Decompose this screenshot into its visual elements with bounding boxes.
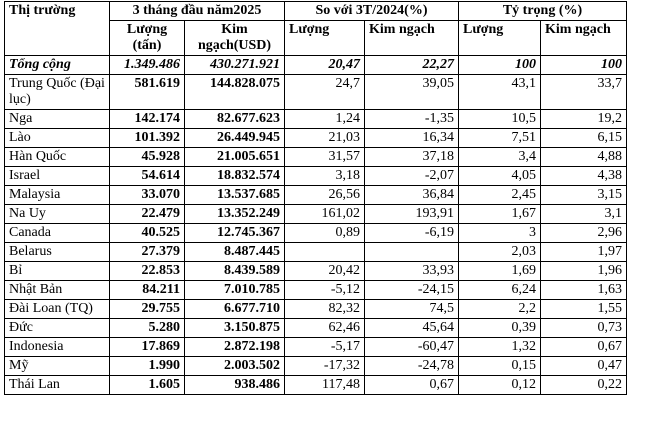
volume-cell: 1.990	[110, 357, 185, 376]
value-cell: 82.677.623	[185, 110, 285, 129]
table-row	[5, 148, 627, 167]
table-row	[5, 376, 627, 395]
volume-cell: 22.853	[110, 262, 185, 281]
table-row	[5, 300, 627, 319]
volume-share-cell: 10,5	[459, 110, 541, 129]
volume-change-cell: 161,02	[285, 205, 365, 224]
value-change-cell: 16,34	[365, 129, 459, 148]
value-change-cell	[365, 243, 459, 262]
total-volume: 1.349.486	[110, 56, 185, 75]
value-change-cell: -60,47	[365, 338, 459, 357]
header-volume: Lượng (tấn)	[110, 21, 185, 56]
volume-cell: 27.379	[110, 243, 185, 262]
header-value-change: Kim ngạch	[365, 21, 459, 56]
value-cell: 3.150.875	[185, 319, 285, 338]
volume-cell: 40.525	[110, 224, 185, 243]
value-share-cell: 4,88	[541, 148, 627, 167]
volume-share-cell: 6,24	[459, 281, 541, 300]
market-cell: Lào	[5, 129, 110, 148]
table-row	[5, 243, 627, 262]
volume-cell: 29.755	[110, 300, 185, 319]
header-value-share: Kim ngạch	[541, 21, 627, 56]
header-period: 3 tháng đầu năm2025	[110, 2, 285, 21]
total-row	[5, 56, 627, 75]
value-share-cell: 3,1	[541, 205, 627, 224]
market-cell: Nhật Bản	[5, 281, 110, 300]
volume-cell: 33.070	[110, 186, 185, 205]
value-change-cell: -2,07	[365, 167, 459, 186]
market-cell: Nga	[5, 110, 110, 129]
value-change-cell: 39,05	[365, 75, 459, 110]
volume-cell: 101.392	[110, 129, 185, 148]
header-share: Tỷ trọng (%)	[459, 2, 627, 21]
market-cell: Malaysia	[5, 186, 110, 205]
total-label: Tổng cộng	[5, 56, 110, 75]
header-volume-change: Lượng	[285, 21, 365, 56]
value-cell: 6.677.710	[185, 300, 285, 319]
market-cell: Trung Quốc (Đại lục)	[5, 75, 110, 110]
value-share-cell: 33,7	[541, 75, 627, 110]
market-cell: Belarus	[5, 243, 110, 262]
volume-change-cell: 1,24	[285, 110, 365, 129]
volume-cell: 1.605	[110, 376, 185, 395]
volume-change-cell: 24,7	[285, 75, 365, 110]
volume-share-cell: 2,2	[459, 300, 541, 319]
value-cell: 12.745.367	[185, 224, 285, 243]
value-share-cell: 3,15	[541, 186, 627, 205]
trade-table	[4, 1, 627, 395]
header-volume-share: Lượng	[459, 21, 541, 56]
header-market: Thị trường	[5, 2, 110, 56]
value-cell: 13.352.249	[185, 205, 285, 224]
volume-share-cell: 0,12	[459, 376, 541, 395]
volume-cell: 45.928	[110, 148, 185, 167]
volume-cell: 84.211	[110, 281, 185, 300]
value-share-cell: 0,73	[541, 319, 627, 338]
volume-change-cell: -5,17	[285, 338, 365, 357]
header-compare: So với 3T/2024(%)	[285, 2, 459, 21]
volume-change-cell: 62,46	[285, 319, 365, 338]
market-cell: Indonesia	[5, 338, 110, 357]
total-volume-change: 20,47	[285, 56, 365, 75]
volume-cell: 5.280	[110, 319, 185, 338]
value-change-cell: 36,84	[365, 186, 459, 205]
value-cell: 144.828.075	[185, 75, 285, 110]
value-cell: 7.010.785	[185, 281, 285, 300]
value-cell: 2.003.502	[185, 357, 285, 376]
table-row	[5, 129, 627, 148]
value-share-cell: 1,63	[541, 281, 627, 300]
value-cell: 26.449.945	[185, 129, 285, 148]
table-row	[5, 281, 627, 300]
table-row	[5, 110, 627, 129]
total-volume-share: 100	[459, 56, 541, 75]
market-cell: Israel	[5, 167, 110, 186]
volume-share-cell: 0,39	[459, 319, 541, 338]
value-change-cell: 45,64	[365, 319, 459, 338]
volume-share-cell: 43,1	[459, 75, 541, 110]
total-value: 430.271.921	[185, 56, 285, 75]
value-share-cell: 1,55	[541, 300, 627, 319]
volume-share-cell: 3	[459, 224, 541, 243]
table-row	[5, 224, 627, 243]
value-share-cell: 2,96	[541, 224, 627, 243]
volume-share-cell: 7,51	[459, 129, 541, 148]
total-value-share: 100	[541, 56, 627, 75]
total-value-change: 22,27	[365, 56, 459, 75]
value-change-cell: 37,18	[365, 148, 459, 167]
volume-cell: 22.479	[110, 205, 185, 224]
volume-change-cell: -17,32	[285, 357, 365, 376]
value-share-cell: 19,2	[541, 110, 627, 129]
volume-cell: 54.614	[110, 167, 185, 186]
value-cell: 13.537.685	[185, 186, 285, 205]
value-change-cell: 0,67	[365, 376, 459, 395]
value-cell: 21.005.651	[185, 148, 285, 167]
market-cell: Bỉ	[5, 262, 110, 281]
volume-share-cell: 0,15	[459, 357, 541, 376]
volume-change-cell: 20,42	[285, 262, 365, 281]
table-row	[5, 75, 627, 110]
value-change-cell: 74,5	[365, 300, 459, 319]
market-cell: Đài Loan (TQ)	[5, 300, 110, 319]
value-share-cell: 1,97	[541, 243, 627, 262]
market-cell: Đức	[5, 319, 110, 338]
volume-share-cell: 3,4	[459, 148, 541, 167]
market-cell: Hàn Quốc	[5, 148, 110, 167]
value-change-cell: 33,93	[365, 262, 459, 281]
market-cell: Thái Lan	[5, 376, 110, 395]
volume-cell: 17.869	[110, 338, 185, 357]
value-change-cell: 193,91	[365, 205, 459, 224]
table-row	[5, 262, 627, 281]
volume-change-cell: 117,48	[285, 376, 365, 395]
value-change-cell: -1,35	[365, 110, 459, 129]
table-row	[5, 357, 627, 376]
table-row	[5, 205, 627, 224]
volume-change-cell: -5,12	[285, 281, 365, 300]
value-cell: 18.832.574	[185, 167, 285, 186]
value-share-cell: 0,67	[541, 338, 627, 357]
volume-share-cell: 4,05	[459, 167, 541, 186]
value-cell: 8.487.445	[185, 243, 285, 262]
table-row	[5, 319, 627, 338]
value-cell: 8.439.589	[185, 262, 285, 281]
value-change-cell: -24,15	[365, 281, 459, 300]
volume-change-cell: 0,89	[285, 224, 365, 243]
volume-share-cell: 2,45	[459, 186, 541, 205]
value-cell: 938.486	[185, 376, 285, 395]
volume-share-cell: 2,03	[459, 243, 541, 262]
header-value: Kim ngạch(USD)	[185, 21, 285, 56]
table-row	[5, 186, 627, 205]
value-share-cell: 0,22	[541, 376, 627, 395]
market-cell: Canada	[5, 224, 110, 243]
volume-share-cell: 1,67	[459, 205, 541, 224]
market-cell: Na Uy	[5, 205, 110, 224]
header-row-1	[5, 2, 627, 21]
volume-change-cell: 26,56	[285, 186, 365, 205]
value-share-cell: 1,96	[541, 262, 627, 281]
volume-share-cell: 1,32	[459, 338, 541, 357]
table-row	[5, 167, 627, 186]
volume-change-cell: 82,32	[285, 300, 365, 319]
volume-change-cell: 3,18	[285, 167, 365, 186]
value-cell: 2.872.198	[185, 338, 285, 357]
volume-cell: 581.619	[110, 75, 185, 110]
value-change-cell: -24,78	[365, 357, 459, 376]
market-cell: Mỹ	[5, 357, 110, 376]
volume-change-cell: 21,03	[285, 129, 365, 148]
volume-cell: 142.174	[110, 110, 185, 129]
value-change-cell: -6,19	[365, 224, 459, 243]
value-share-cell: 0,47	[541, 357, 627, 376]
table-row	[5, 338, 627, 357]
volume-share-cell: 1,69	[459, 262, 541, 281]
value-share-cell: 4,38	[541, 167, 627, 186]
value-share-cell: 6,15	[541, 129, 627, 148]
volume-change-cell: 31,57	[285, 148, 365, 167]
volume-change-cell	[285, 243, 365, 262]
